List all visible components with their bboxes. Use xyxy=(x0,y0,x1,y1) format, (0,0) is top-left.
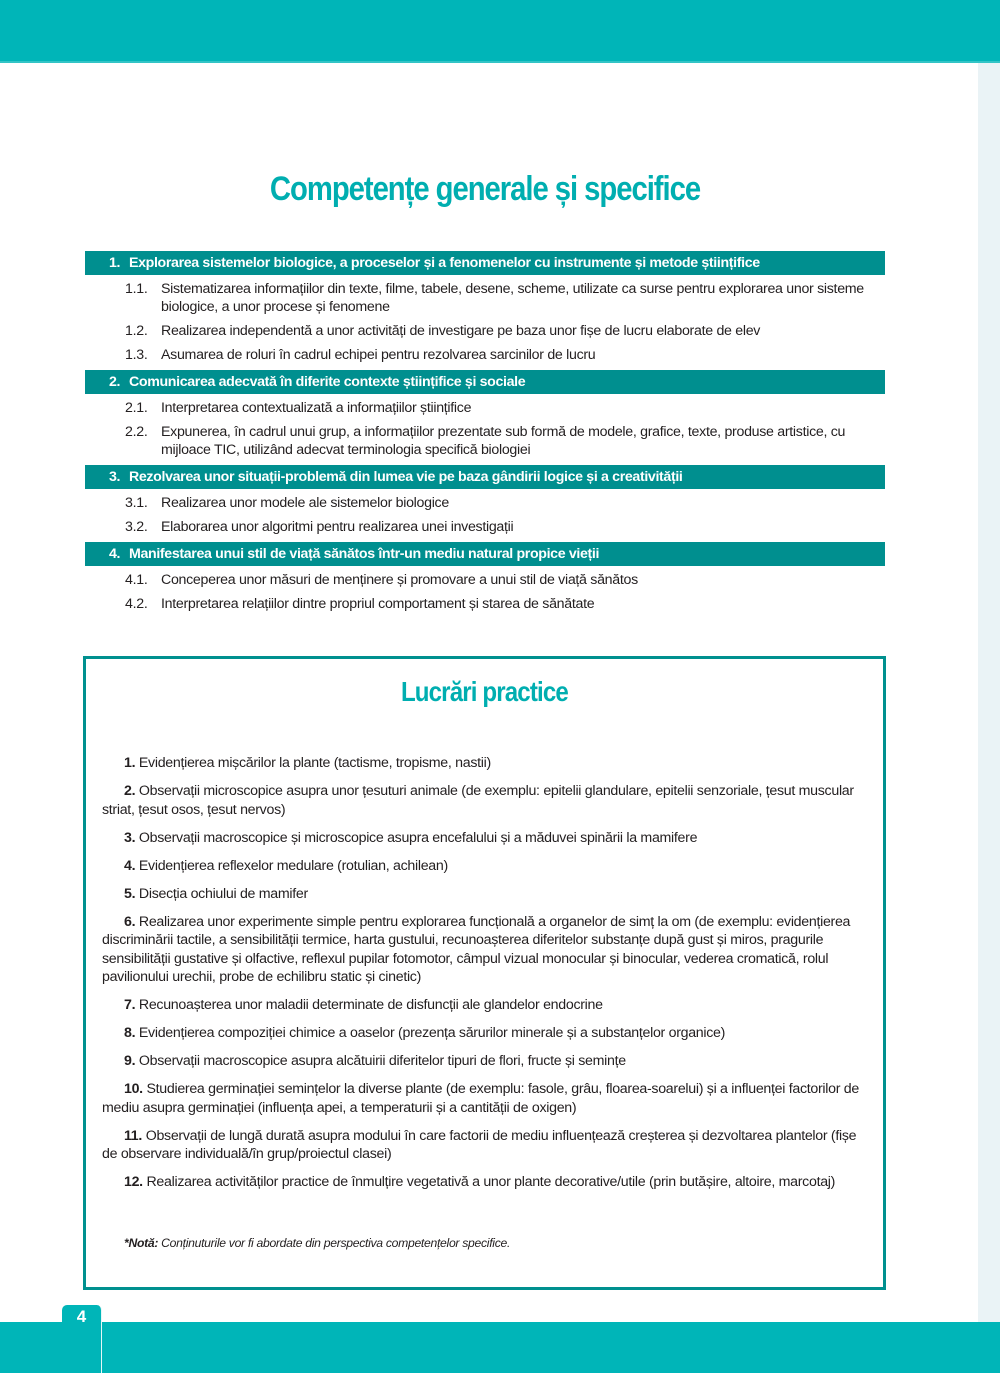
group-header xyxy=(85,251,885,275)
practice-item-text: Observații de lungă durată asupra modului în care factorii de mediu influențează creșterea și dezvoltarea plantelor (fișe de observare individuală/în grup/proiectul clasei) xyxy=(102,1127,857,1162)
practice-item-number: 5. xyxy=(124,885,136,902)
practice-item xyxy=(102,857,872,876)
page-number-tab xyxy=(62,1305,102,1373)
practice-item-number: 7. xyxy=(124,997,136,1013)
practice-item-number: 4. xyxy=(124,857,136,874)
practice-item xyxy=(102,754,872,773)
item-number: 1.3. xyxy=(125,347,148,363)
item-number: 1.2. xyxy=(125,323,148,339)
group-header xyxy=(85,370,885,394)
item-text: Interpretarea relațiilor dintre propriul comportament și starea de sănătate xyxy=(161,596,595,612)
practice-item-text: Realizarea activităților practice de înmulțire vegetativă a unor plante decorative/utile (prin butășire, altoire, marcotaj) xyxy=(146,1174,836,1190)
competence-item xyxy=(85,518,885,536)
item-text: Realizarea independentă a unor activități de investigare pe baza unor fișe de lucru elaborate de elev xyxy=(161,323,761,339)
page-title: Competențe generale și specifice xyxy=(269,170,701,208)
practice-item-number: 9. xyxy=(124,1053,136,1069)
group-number: 2. xyxy=(109,374,121,390)
practice-item-text: Realizarea unor experimente simple pentru explorarea funcțională a organelor de simț la om (de exemplu: evidențierea discriminării tactile, a sensibilității termice, harta gustului, recunoașterea diferitelor substanțe după gust și miros, pragurile sensibilității gustative și olfactive, reflexul pupilar fotomotor, câmpul vizual monocular și binocular, vederea cromatică, rolul pavilionului urechii, probe de echilibru static și cinetic) xyxy=(102,913,851,985)
practical-work-list xyxy=(102,754,872,1201)
item-text: Elaborarea unor algoritmi pentru realizarea unei investigații xyxy=(161,519,514,535)
practice-item-text: Observații macroscopice și microscopice asupra encefalului și a măduvei spinării la mamifere xyxy=(138,829,698,846)
practice-item-text: Evidențierea mișcărilor la plante (tactisme, tropisme, nastii) xyxy=(138,755,491,771)
competences-list xyxy=(85,251,885,619)
competence-item xyxy=(85,423,885,459)
practice-item-text: Recunoașterea unor maladii determinate de disfuncții ale glandelor endocrine xyxy=(138,997,603,1013)
practice-item xyxy=(102,829,872,848)
top-header-band xyxy=(0,0,1000,63)
group-number: 3. xyxy=(109,469,121,485)
footnote xyxy=(124,1236,510,1250)
practice-item-text: Evidențierea compoziției chimice a oaselor (prezența sărurilor minerale și a substanțelor organice) xyxy=(138,1025,726,1041)
competence-item xyxy=(85,494,885,512)
practice-item xyxy=(102,1127,872,1164)
item-text: Sistematizarea informațiilor din texte, filme, tabele, desene, scheme, utilizate ca surse pentru explorarea unor sisteme biologice, a unor procese și fenomene xyxy=(161,281,864,315)
practice-item xyxy=(102,1052,872,1071)
right-margin-strip xyxy=(978,63,1000,1322)
practical-work-box xyxy=(83,656,886,1290)
practice-item-number: 2. xyxy=(124,783,136,799)
competence-item xyxy=(85,346,885,364)
practice-item xyxy=(102,996,872,1015)
practice-item-number: 10. xyxy=(124,1081,143,1097)
practical-work-title: Lucrări practice xyxy=(400,676,568,707)
group-label: Explorarea sistemelor biologice, a proceselor și a fenomenelor cu instrumente și metode științifice xyxy=(129,255,760,271)
competence-item xyxy=(85,571,885,589)
item-text: Expunerea, în cadrul unui grup, a informațiilor prezentate sub formă de modele, grafice, texte, produse artistice, cu mijloace TIC, utilizând adecvat terminologia specifică biologiei xyxy=(161,424,846,458)
footnote-text: Conținuturile vor fi abordate din perspectiva competențelor specifice. xyxy=(158,1236,511,1250)
practice-item-number: 8. xyxy=(124,1025,136,1041)
practice-item xyxy=(102,1024,872,1043)
practice-item xyxy=(102,885,872,904)
practice-item-number: 1. xyxy=(124,755,136,771)
group-header xyxy=(85,542,885,566)
footnote-label: *Notă: xyxy=(124,1236,159,1250)
competence-item xyxy=(85,595,885,613)
practice-item-text: Disecția ochiului de mamifer xyxy=(138,885,308,902)
item-text: Realizarea unor modele ale sistemelor biologice xyxy=(161,495,449,511)
item-number: 3.1. xyxy=(125,495,148,511)
group-number: 1. xyxy=(109,255,121,271)
group-label: Comunicarea adecvată în diferite contexte științifice și sociale xyxy=(129,374,526,390)
practice-item-text: Studierea germinației semințelor la diverse plante (de exemplu: fasole, grâu, floarea-soarelui) și a influenței factorilor de mediu asupra germinației (influența apei, a temperaturii și a cantității de oxigen) xyxy=(102,1081,859,1116)
group-number: 4. xyxy=(109,546,121,562)
practice-item-text: Evidențierea reflexelor medulare (rotulian, achilean) xyxy=(138,857,448,874)
item-number: 4.2. xyxy=(125,596,148,612)
competence-item xyxy=(85,322,885,340)
practice-item xyxy=(102,1080,872,1117)
practice-item xyxy=(102,782,872,819)
item-number: 2.1. xyxy=(125,400,148,416)
competence-item xyxy=(85,399,885,417)
item-number: 1.1. xyxy=(125,281,148,297)
group-header xyxy=(85,465,885,489)
item-text: Asumarea de roluri în cadrul echipei pentru rezolvarea sarcinilor de lucru xyxy=(161,347,596,363)
item-number: 2.2. xyxy=(125,424,148,440)
practice-item-text: Observații macroscopice asupra alcătuirii diferitelor tipuri de flori, fructe și semințe xyxy=(138,1053,626,1069)
group-label: Manifestarea unui stil de viață sănătos într-un mediu natural propice vieții xyxy=(129,546,600,562)
practice-item-number: 6. xyxy=(124,913,136,930)
practice-item xyxy=(102,913,872,987)
competence-group xyxy=(85,251,885,364)
bottom-footer-band xyxy=(0,1322,1000,1373)
practice-item xyxy=(102,1173,872,1192)
competence-group xyxy=(85,370,885,459)
item-text: Interpretarea contextualizată a informațiilor științifice xyxy=(161,400,472,416)
item-number: 4.1. xyxy=(125,572,148,588)
competence-group xyxy=(85,542,885,613)
item-number: 3.2. xyxy=(125,519,148,535)
item-text: Conceperea unor măsuri de menținere și promovare a unui stil de viață sănătos xyxy=(161,572,638,588)
practice-item-number: 3. xyxy=(124,829,136,846)
page-number: 4 xyxy=(76,1307,87,1326)
practice-item-text: Observații microscopice asupra unor țesuturi animale (de exemplu: epitelii glandulare, epitelii senzoriale, țesut muscular striat, țesut osos, țesut nervos) xyxy=(102,783,854,818)
competence-group xyxy=(85,465,885,536)
group-label: Rezolvarea unor situații-problemă din lumea vie pe baza gândirii logice și a creativității xyxy=(129,469,683,485)
practice-item-number: 11. xyxy=(124,1127,143,1144)
competence-item xyxy=(85,280,885,316)
practice-item-number: 12. xyxy=(124,1174,143,1190)
